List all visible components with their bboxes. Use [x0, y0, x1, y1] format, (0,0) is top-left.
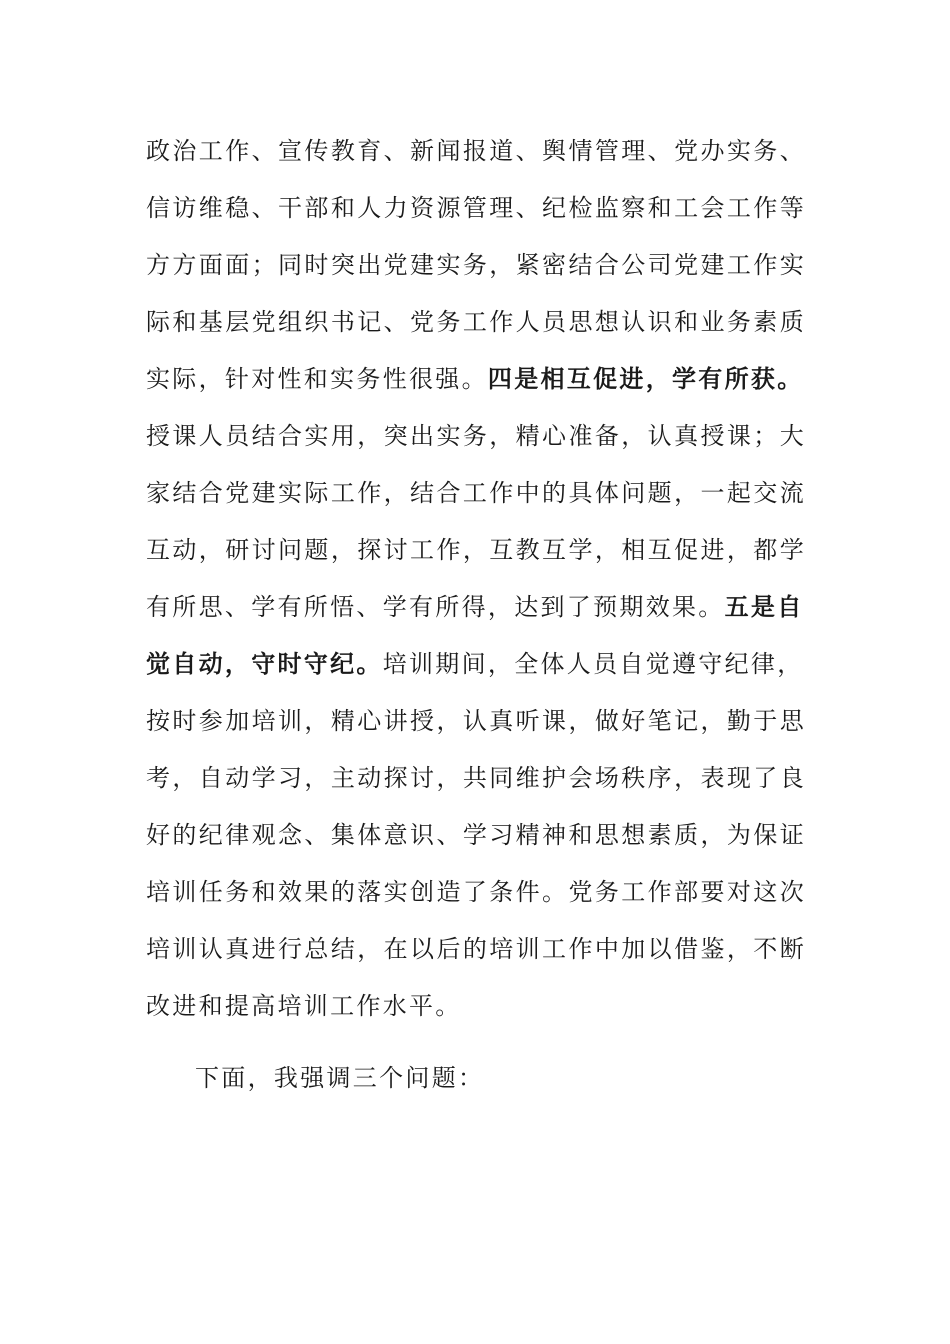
text-run: 有所思、学有所悟、学有所得，达到了预期效果。	[146, 593, 725, 621]
text-line: 培训认真进行总结，在以后的培训工作中加以借鉴，不断	[146, 935, 806, 963]
text-line: 方方面面；同时突出党建实务，紧密结合公司党建工作实	[146, 251, 806, 279]
body-paragraph	[146, 126, 806, 1038]
text-line: 政治工作、宣传教育、新闻报道、舆情管理、党办实务、	[146, 137, 806, 165]
bold-heading-run: 五是自	[724, 592, 804, 621]
text-run: 培训期间，全体人员自觉遵守纪律，	[382, 650, 804, 678]
text-line	[146, 582, 806, 639]
text-line: 家结合党建实际工作，结合工作中的具体问题，一起交流	[146, 479, 806, 507]
text-line	[146, 354, 806, 411]
text-line: 信访维稳、干部和人力资源管理、纪检监察和工会工作等	[146, 194, 806, 222]
bold-heading-run: 觉自动，守时守纪。	[146, 649, 383, 678]
text-run: 实际，针对性和实务性很强。	[146, 365, 488, 393]
bold-heading-run: 四是相互促进，学有所获。	[487, 364, 804, 393]
text-line: 改进和提高培训工作水平。	[146, 992, 462, 1020]
text-line: 授课人员结合实用，突出实务，精心准备，认真授课；大	[146, 422, 806, 450]
text-line: 考，自动学习，主动探讨，共同维护会场秩序，表现了良	[146, 764, 806, 792]
text-line: 培训任务和效果的落实创造了条件。党务工作部要对这次	[146, 878, 806, 906]
closing-paragraph: 下面，我强调三个问题：	[195, 1064, 485, 1092]
text-line: 互动，研讨问题，探讨工作，互教互学，相互促进，都学	[146, 536, 806, 564]
text-line	[146, 639, 806, 696]
text-line: 按时参加培训，精心讲授，认真听课，做好笔记，勤于思	[146, 707, 806, 735]
text-line: 好的纪律观念、集体意识、学习精神和思想素质，为保证	[146, 821, 806, 849]
text-line: 际和基层党组织书记、党务工作人员思想认识和业务素质	[146, 308, 806, 336]
